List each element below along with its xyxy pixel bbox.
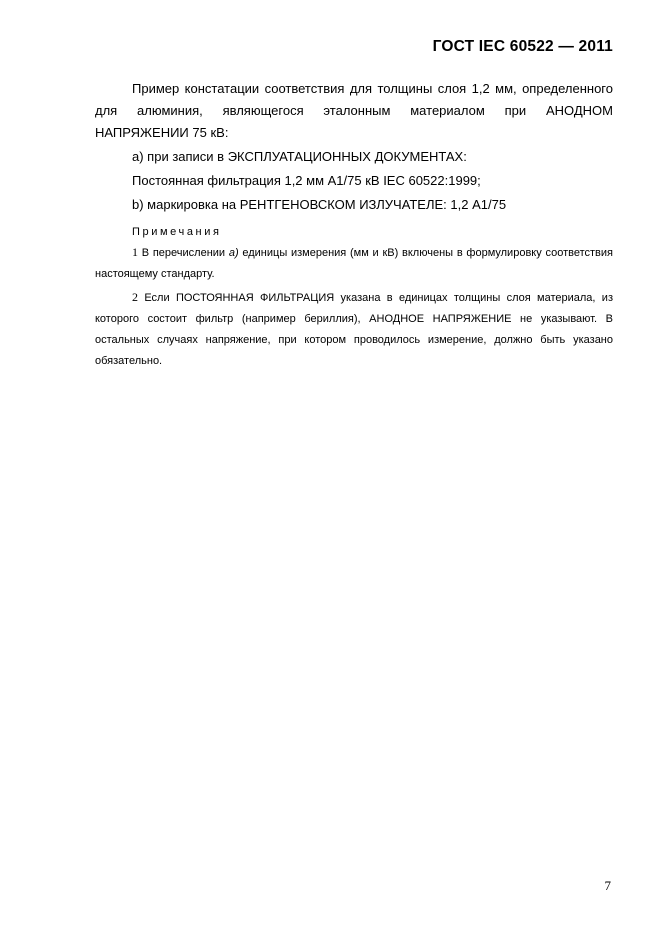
document-body — [95, 78, 613, 372]
note-1-italic: a) — [228, 247, 239, 259]
document-header: ГОСТ IEC 60522 — 2011 — [432, 38, 613, 55]
note-1-number: 1 — [132, 245, 138, 259]
note-2-number: 2 — [132, 290, 138, 304]
item-b: b) маркировка на РЕНТГЕНОВСКОМ ИЗЛУЧАТЕЛЕ: 1,2 А1/75 — [132, 197, 507, 212]
filtration-line: Постоянная фильтрация 1,2 мм А1/75 кВ IEC 60522:1999; — [132, 173, 481, 188]
note-1 — [95, 242, 613, 285]
note-2 — [95, 287, 613, 372]
note-2-text: Если ПОСТОЯННАЯ ФИЛЬТРАЦИЯ указана в единицах толщины слоя материала, из которого состоит фильтр (например бериллия), АНОДНОЕ НАПРЯЖЕНИЕ не указывают. В остальных случаях напряжение, при котором проводилось измерение, должно быть указано обязательно. — [95, 292, 613, 367]
page-number: 7 — [604, 878, 611, 893]
notes-title: Примечания — [132, 226, 222, 238]
note-1-text-before: В перечислении — [138, 247, 229, 259]
intro-paragraph: Пример констатации соответствия для толщины слоя 1,2 мм, определенного для алюминия, являющегося эталонным материалом при АНОДНОМ НАПРЯЖЕНИИ 75 кВ: — [95, 81, 613, 140]
item-a: a) при записи в ЭКСПЛУАТАЦИОННЫХ ДОКУМЕНТАХ: — [132, 149, 467, 164]
note-1-text-after: единицы измерения (мм и кВ) включены в формулировку соответствия настоящему стандарту. — [95, 247, 613, 280]
